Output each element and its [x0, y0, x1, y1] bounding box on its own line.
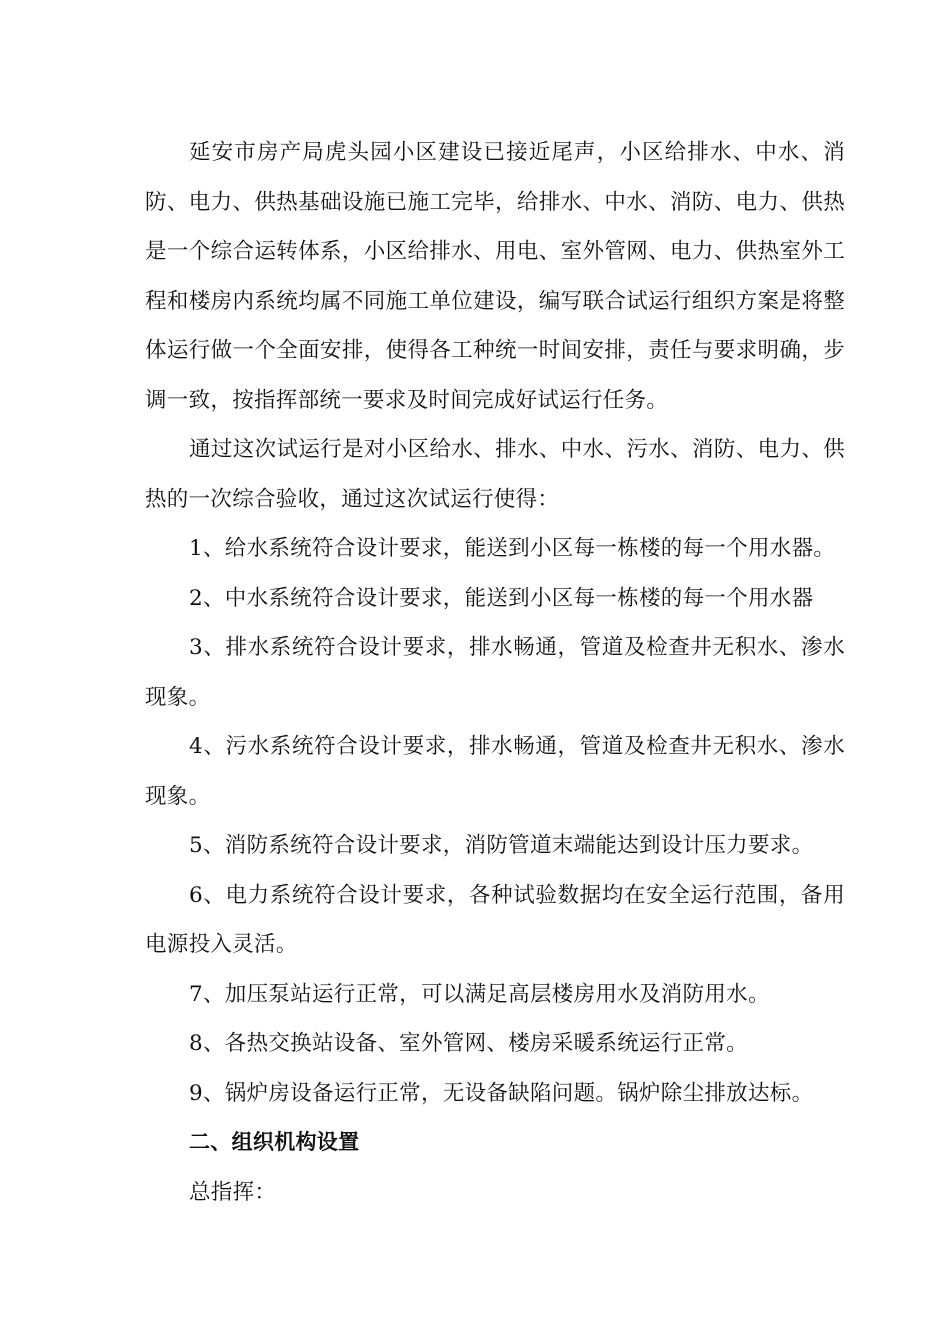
list-item-7: 7、加压泵站运行正常，可以满足高层楼房用水及消防用水。: [189, 981, 770, 1007]
list-item-3: 3、排水系统符合设计要求，排水畅通，管道及检查井无积水、渗水现象。: [145, 635, 845, 710]
list-item-4: 4、污水系统符合设计要求，排水畅通，管道及检查井无积水、渗水现象。: [145, 734, 845, 809]
document-body: [145, 128, 845, 1217]
list-item-8: 8、各热交换站设备、室外管网、楼房采暖系统运行正常。: [189, 1031, 748, 1056]
list-item-1: 1、给水系统符合设计要求，能送到小区每一栋楼的每一个用水器。: [189, 536, 836, 561]
list-item-2: 2、中水系统符合设计要求，能送到小区每一栋楼的每一个用水器: [189, 585, 814, 611]
section-heading: 二、组织机构设置: [189, 1130, 360, 1154]
intro-paragraph: 延安市房产局虎头园小区建设已接近尾声，小区给排水、中水、消防、电力、供热基础设施已施工完毕，给排水、中水、消防、电力、供热是一个综合运转体系，小区给排水、用电、室外管网、电力、供热室外工程和楼房内系统均属不同施工单位建设，编写联合试运行组织方案是将整体运行做一个全面安排，使得各工种统一时间安排，责任与要求明确，步调一致，按指挥部统一要求及时间完成好试运行任务。: [145, 140, 845, 413]
list-item-6: 6、电力系统符合设计要求，各种试验数据均在安全运行范围，备用电源投入灵活。: [145, 882, 845, 957]
list-item-9: 9、锅炉房设备运行正常，无设备缺陷问题。锅炉除尘排放达标。: [189, 1080, 814, 1106]
purpose-paragraph: 通过这次试运行是对小区给水、排水、中水、污水、消防、电力、供热的一次综合验收，通过这次试运行使得：: [145, 437, 845, 512]
commander-line: 总指挥：: [189, 1179, 277, 1205]
list-item-5: 5、消防系统符合设计要求，消防管道末端能达到设计压力要求。: [189, 833, 814, 858]
